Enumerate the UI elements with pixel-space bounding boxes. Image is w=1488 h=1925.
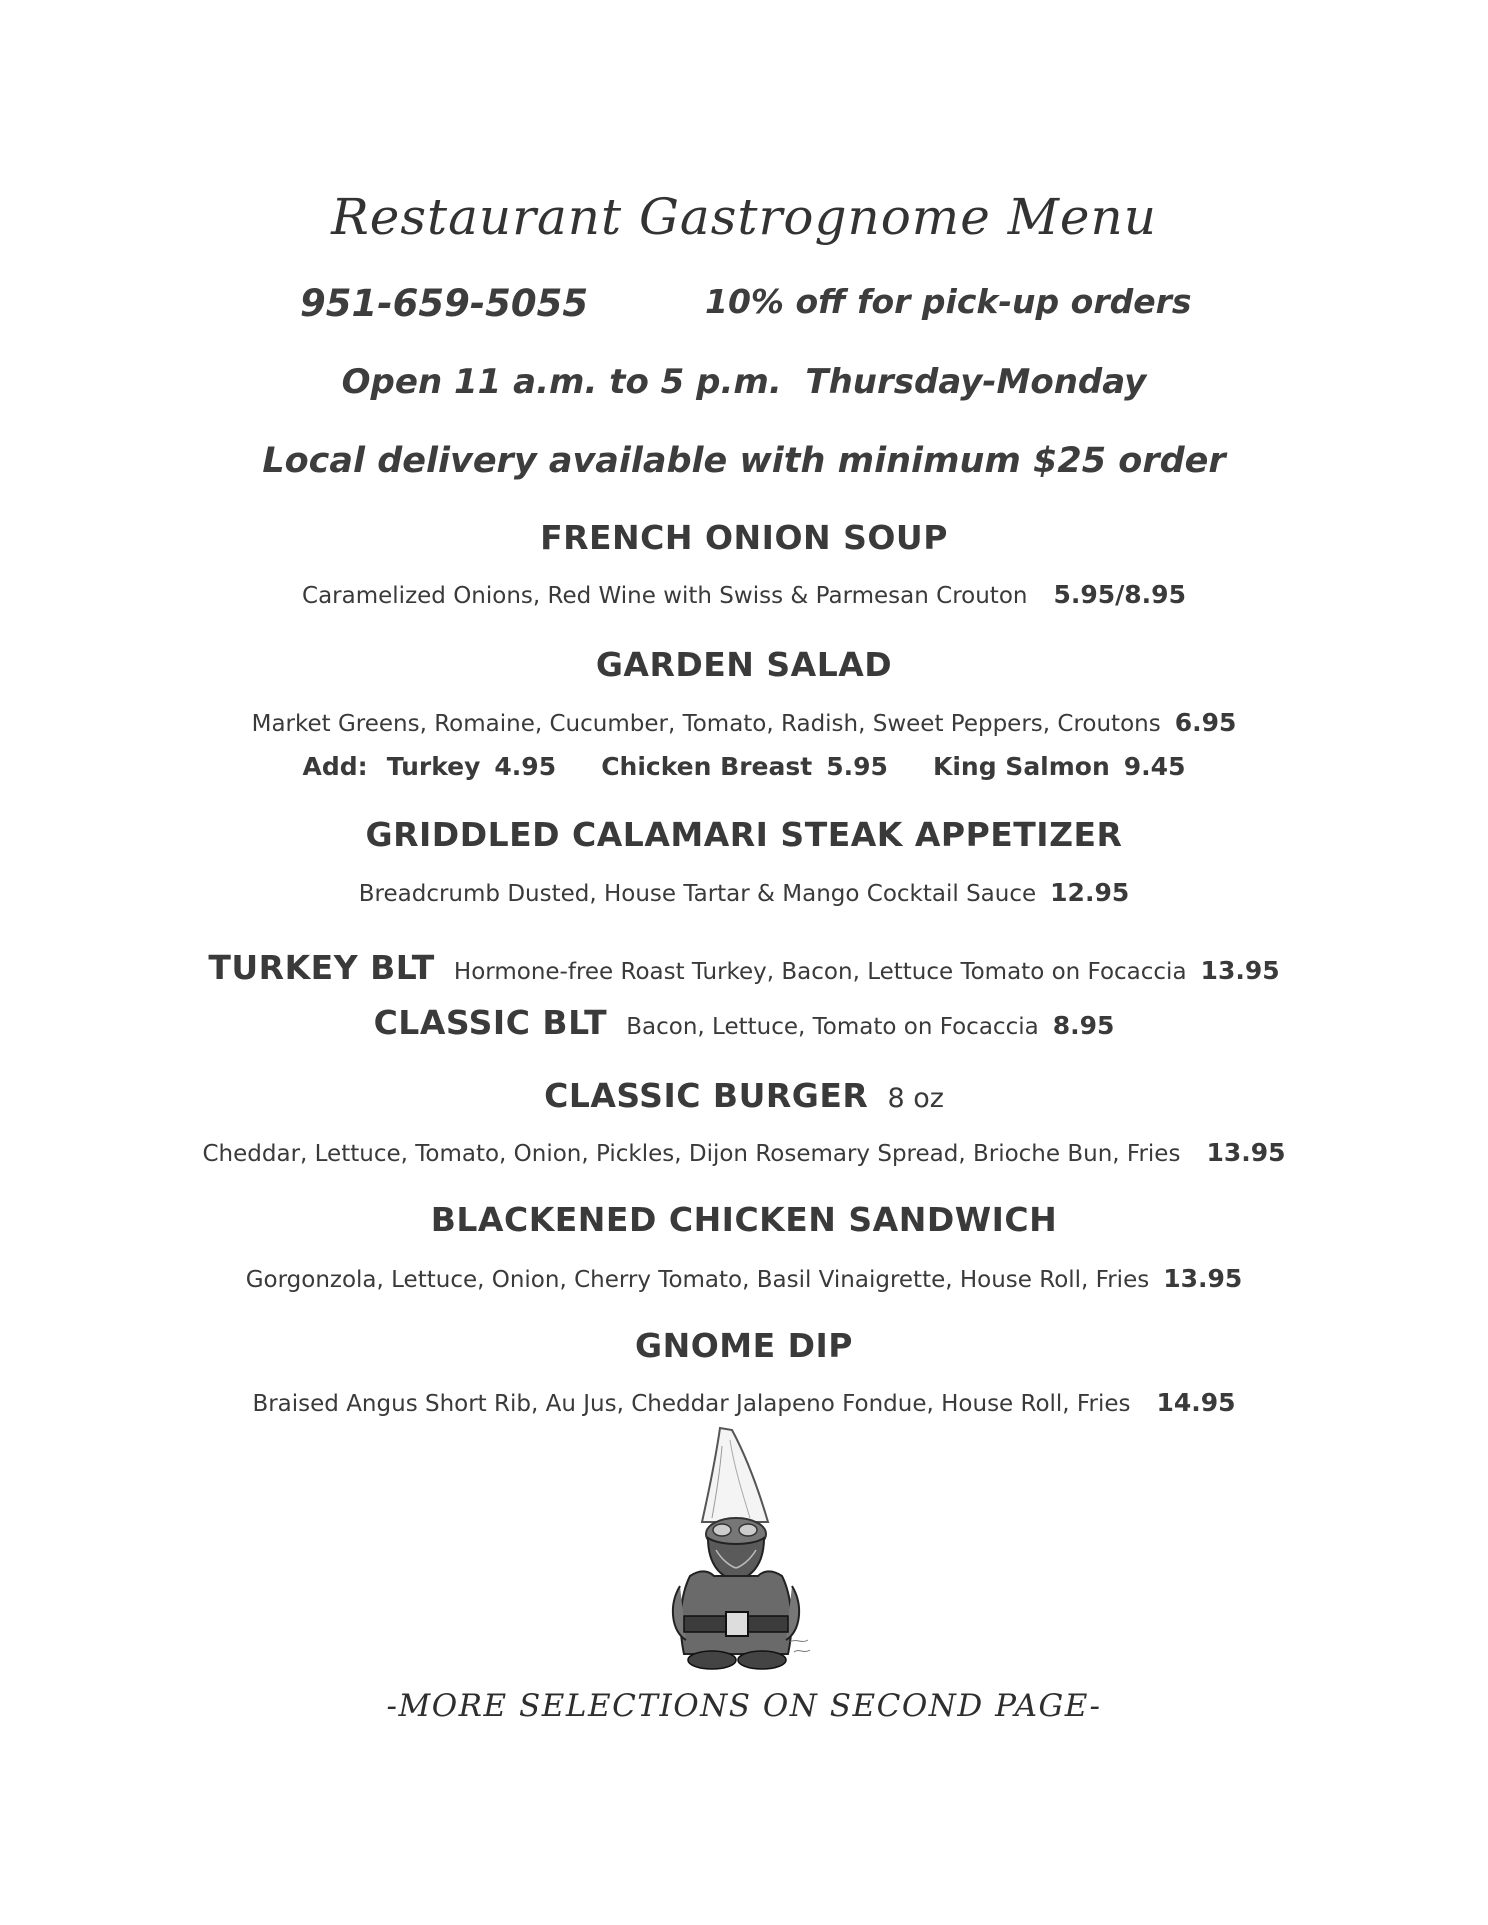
addon-turkey-price: 4.95 — [494, 752, 557, 781]
menu-item-line — [0, 1138, 1488, 1167]
item-description: Market Greens, Romaine, Cucumber, Tomato, Radish, Sweet Peppers, Croutons — [251, 711, 1161, 737]
addon-chicken-price: 5.95 — [826, 752, 888, 781]
addon-salmon-price: 9.45 — [1123, 752, 1186, 781]
menu-item-line — [0, 878, 1488, 907]
item-price: 13.95 — [1200, 956, 1280, 985]
item-name-gnome-dip: GNOME DIP — [635, 1326, 853, 1365]
item-description: Gorgonzola, Lettuce, Onion, Cherry Tomato, Basil Vinaigrette, House Roll, Fries — [245, 1267, 1150, 1293]
menu-title: Restaurant Gastrognome Menu — [331, 188, 1157, 246]
delivery-info: Local delivery available with minimum $25 order — [262, 441, 1226, 481]
addon-chicken-name: Chicken Breast — [601, 752, 813, 781]
item-description: Cheddar, Lettuce, Tomato, Onion, Pickles, Dijon Rosemary Spread, Brioche Bun, Fries — [202, 1141, 1181, 1167]
item-size: 8 oz — [887, 1083, 944, 1114]
item-price: 8.95 — [1052, 1011, 1115, 1040]
menu-item-line — [0, 1388, 1488, 1417]
item-name-french-onion-soup: FRENCH ONION SOUP — [540, 518, 948, 557]
item-price: 13.95 — [1163, 1264, 1243, 1293]
item-name-turkey-blt: TURKEY BLT — [208, 948, 435, 987]
gnome-illustration — [650, 1426, 830, 1674]
item-price: 6.95 — [1174, 708, 1237, 737]
item-description: Hormone-free Roast Turkey, Bacon, Lettuce Tomato on Focaccia — [453, 959, 1187, 985]
item-description: Caramelized Onions, Red Wine with Swiss & Parmesan Crouton — [302, 583, 1028, 609]
item-price: 5.95/8.95 — [1053, 580, 1186, 609]
gnome-icon — [650, 1426, 830, 1674]
item-description: Bacon, Lettuce, Tomato on Focaccia — [626, 1014, 1039, 1040]
item-description: Breadcrumb Dusted, House Tartar & Mango Cocktail Sauce — [358, 881, 1037, 907]
menu-item-line — [0, 580, 1488, 609]
pickup-discount: 10% off for pick-up orders — [705, 282, 1192, 321]
item-name-classic-blt: CLASSIC BLT — [373, 1003, 608, 1042]
more-selections-note: -MORE SELECTIONS ON SECOND PAGE- — [386, 1688, 1102, 1724]
item-description: Braised Angus Short Rib, Au Jus, Cheddar Jalapeno Fondue, House Roll, Fries — [252, 1391, 1131, 1417]
opening-hours: Open 11 a.m. to 5 p.m. Thursday-Monday — [341, 362, 1147, 402]
item-name-classic-burger: CLASSIC BURGER — [544, 1076, 869, 1115]
item-price: 14.95 — [1156, 1388, 1236, 1417]
item-price: 13.95 — [1206, 1138, 1286, 1167]
item-price: 12.95 — [1050, 878, 1130, 907]
menu-item-line-turkey-blt — [0, 948, 1488, 987]
menu-item-heading-burger — [0, 1076, 1488, 1115]
salad-addons — [0, 752, 1488, 781]
addon-turkey-name: Turkey — [386, 752, 481, 781]
item-name-blackened-chicken: BLACKENED CHICKEN SANDWICH — [430, 1200, 1058, 1239]
phone-number: 951-659-5055 — [300, 282, 589, 325]
menu-item-line — [0, 1264, 1488, 1293]
addon-label: Add: — [302, 752, 368, 781]
menu-item-line-classic-blt — [0, 1003, 1488, 1042]
item-name-calamari: GRIDDLED CALAMARI STEAK APPETIZER — [365, 815, 1123, 854]
item-name-garden-salad: GARDEN SALAD — [595, 645, 893, 684]
addon-salmon-name: King Salmon — [932, 752, 1110, 781]
menu-item-line — [0, 708, 1488, 737]
